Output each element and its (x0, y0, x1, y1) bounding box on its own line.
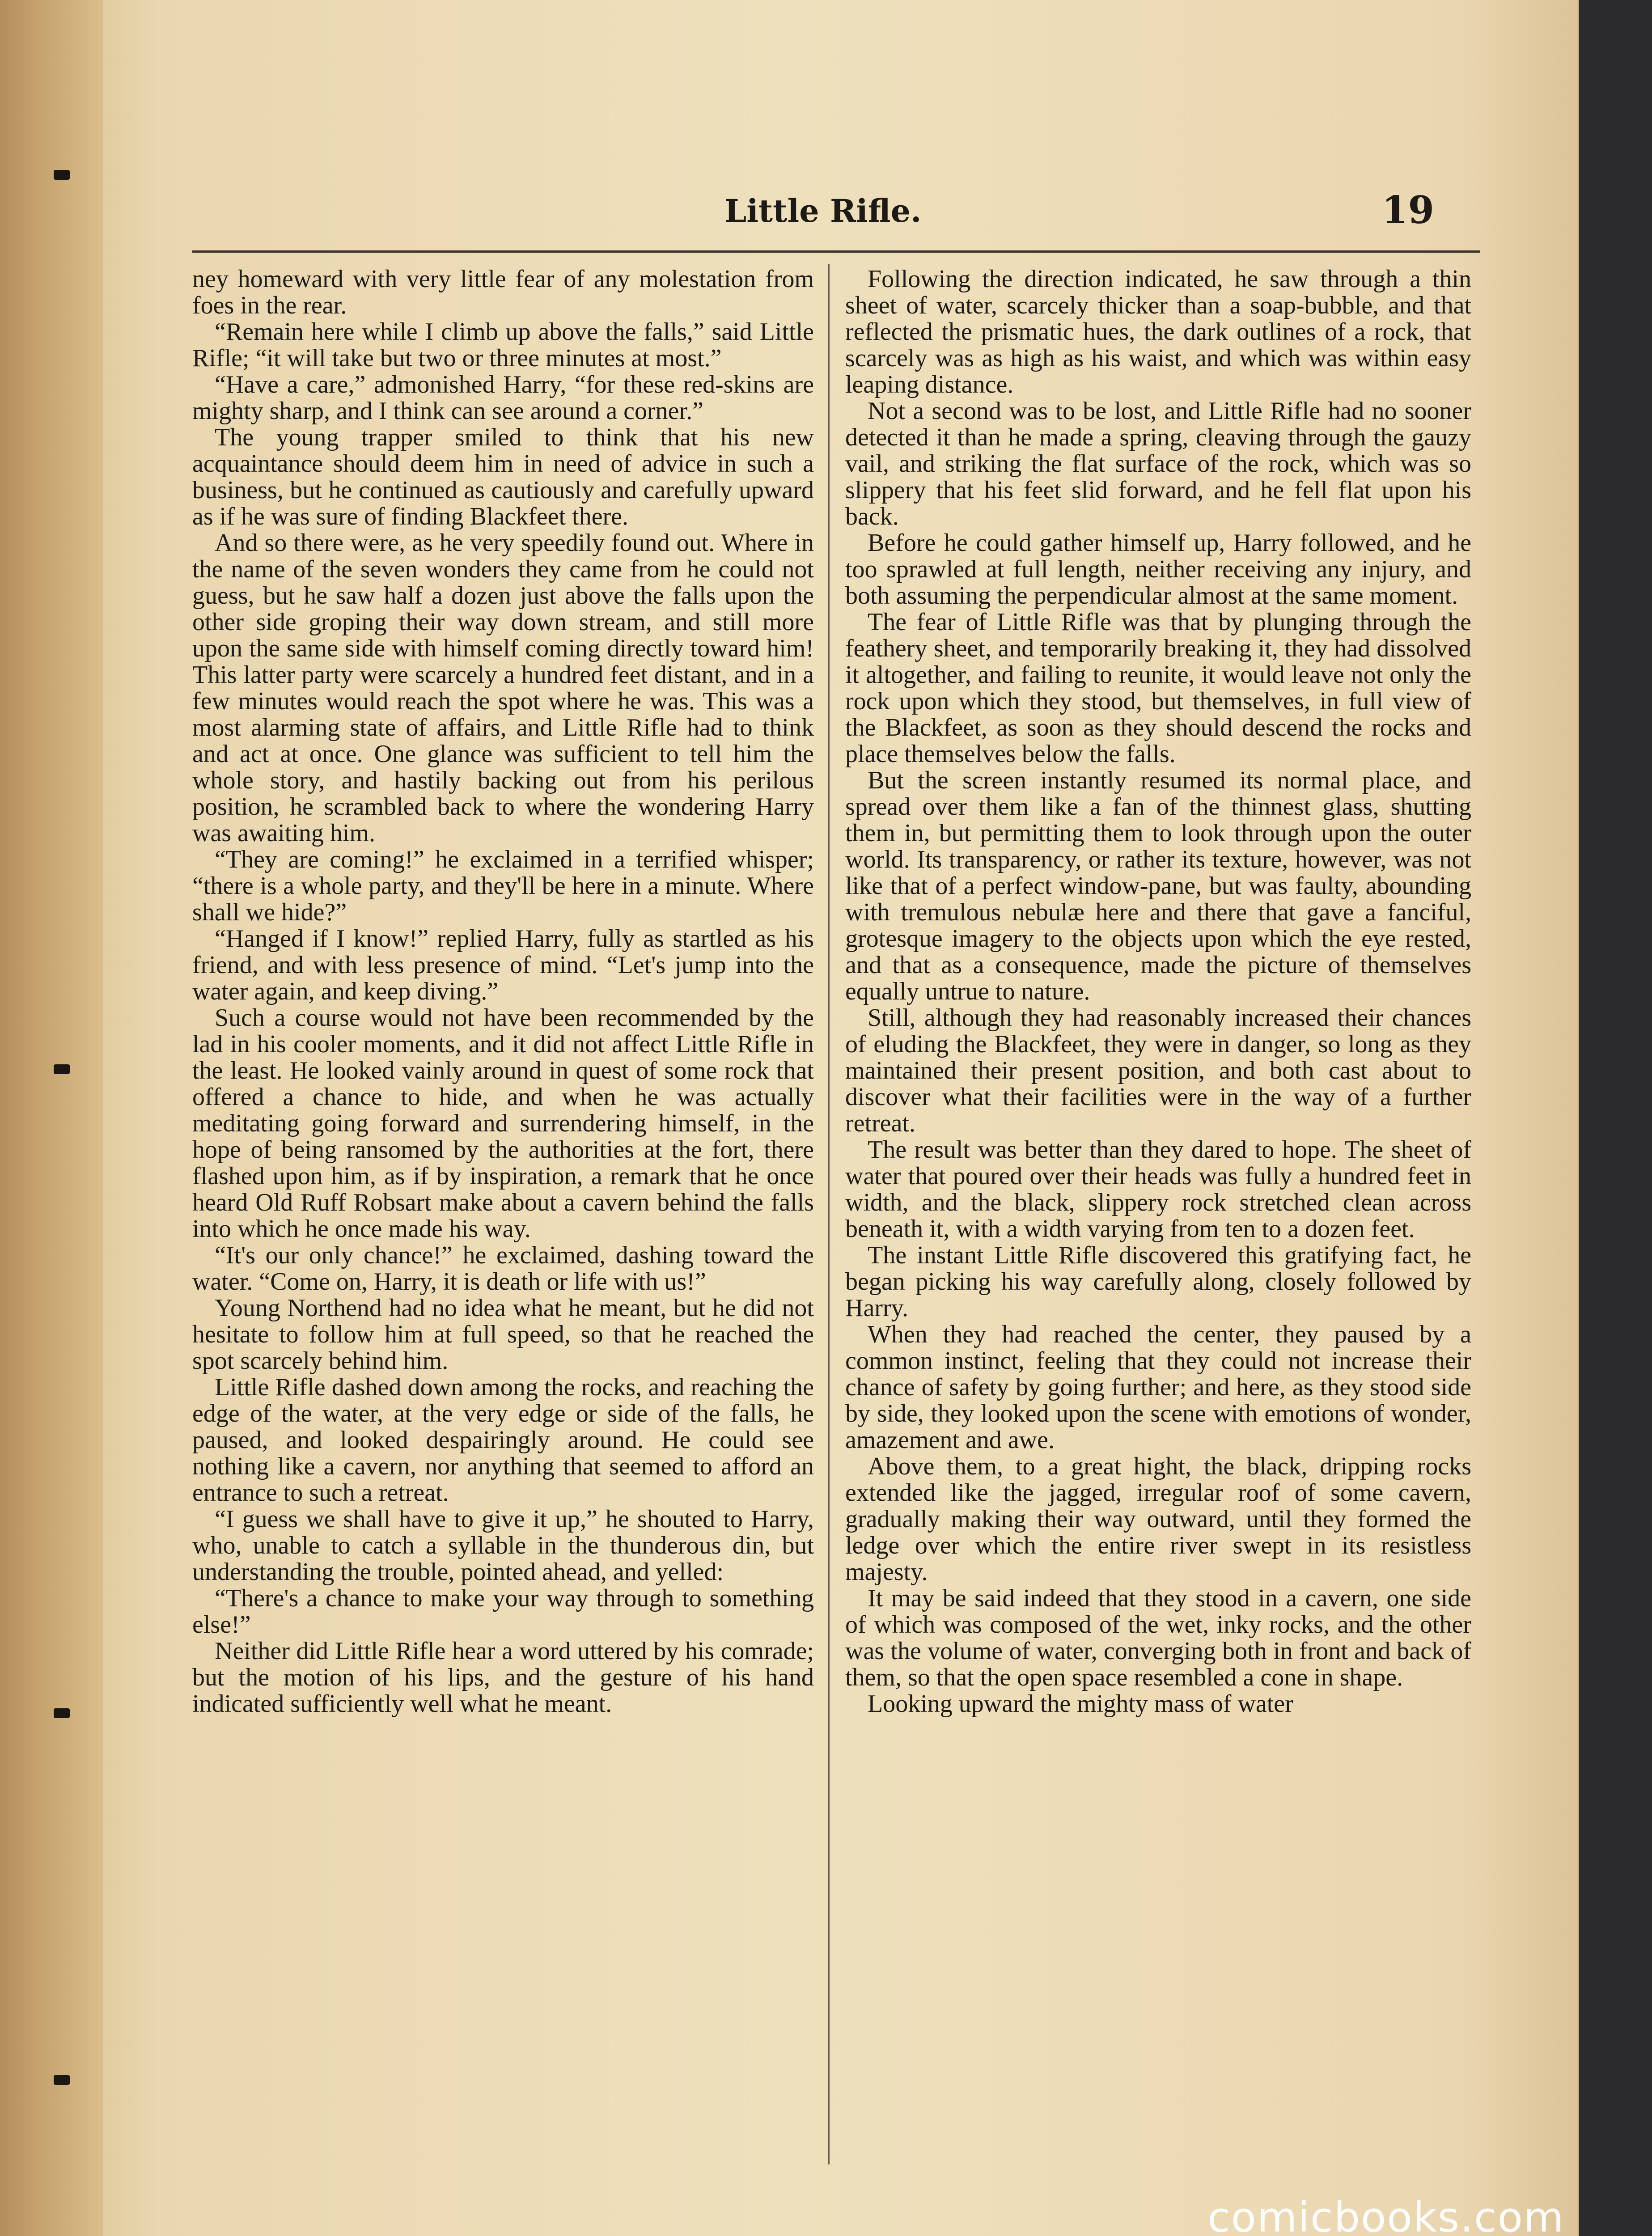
paragraph: The fear of Little Rifle was that by plunging through the feathery sheet, and temporarily breaking it, they had dissolved it altogether, and failing to reunite, it would leave not only the rock upon which they stood, but themselves, in full view of the Blackfeet, as soon as they should descend the rocks and place themselves below the falls. (845, 608, 1471, 768)
paragraph: “I guess we shall have to give it up,” he shouted to Harry, who, unable to catch a syllable in the thunderous din, but understanding the trouble, pointed ahead, and yelled: (192, 1505, 814, 1586)
paragraph: “There's a chance to make your way through to something else!” (192, 1584, 814, 1639)
paragraph: Little Rifle dashed down among the rocks, and reaching the edge of the water, at the very edge or side of the falls, he paused, and looked despairingly around. He could see nothing like a cavern, nor anything that seemed to afford an entrance to such a retreat. (192, 1373, 814, 1507)
binding-stitch (54, 1708, 70, 1718)
paragraph: Such a course would not have been recommended by the lad in his cooler moments, and it did not affect Little Rifle in the least. He looked vainly around in quest of some rock that offered a chance to hide, and when he was actually meditating going forward and surrendering himself, in the hope of being ransomed by the authorities at the fort, there flashed upon him, as if by inspiration, a remark that he once heard Old Ruff Robsart make about a cavern behind the falls into which he once made his way. (192, 1004, 814, 1243)
paragraph: But the screen instantly resumed its normal place, and spread over them like a fan of the thinnest glass, shutting them in, but permitting them to look through upon the outer world. Its transparency, or rather its texture, however, was not like that of a perfect window-pane, but was faulty, abounding with tremulous nebulæ here and there that gave a fanciful, grotesque imagery to the objects upon which the eye rested, and that as a consequence, made the picture of themselves equally untrue to nature. (845, 767, 1471, 1005)
paragraph: “Remain here while I climb up above the falls,” said Little Rifle; “it will take but two or three minutes at most.” (192, 318, 814, 372)
paragraph: Still, although they had reasonably increased their chances of eluding the Blackfeet, they were in danger, so long as they maintained their present position, and both cast about to discover what their facilities were in the way of a further retreat. (845, 1004, 1471, 1137)
page-header (192, 188, 1453, 241)
paragraph: “Have a care,” admonished Harry, “for these red-skins are mighty sharp, and I think can see around a corner.” (192, 371, 814, 425)
binding-stitch (54, 170, 70, 180)
paragraph: And so there were, as he very speedily found out. Where in the name of the seven wonders they came from he could not guess, but he saw half a dozen just above the falls upon the other side groping their way down stream, and still more upon the same side with himself coming directly toward him! This latter party were scarcely a hundred feet distant, and in a few minutes would reach the spot where he was. This was a most alarming state of affairs, and Little Rifle had to think and act at once. One glance was sufficient to tell him the whole story, and hastily backing out from his perilous position, he scrambled back to where the wondering Harry was awaiting him. (192, 529, 814, 847)
paragraph: Neither did Little Rifle hear a word uttered by his comrade; but the motion of his lips, and the gesture of his hand indicated sufficiently well what he meant. (192, 1637, 814, 1718)
binding-spine (0, 0, 103, 2236)
paragraph: “They are coming!” he exclaimed in a terrified whisper; “there is a whole party, and they'll be here in a minute. Where shall we hide?” (192, 846, 814, 926)
header-rule (192, 250, 1480, 253)
paragraph: Not a second was to be lost, and Little Rifle had no sooner detected it than he made a spring, cleaving through the gauzy vail, and striking the flat surface of the rock, which was so slippery that his feet slid forward, and he fell flat upon his back. (845, 397, 1471, 530)
paragraph: It may be said indeed that they stood in a cavern, one side of which was composed of the wet, inky rocks, and the other was the volume of water, converging both in front and back of them, so that the open space resembled a cone in shape. (845, 1584, 1471, 1691)
paragraph: The result was better than they dared to hope. The sheet of water that poured over their heads was fully a hundred feet in width, and the black, slippery rock stretched clean across beneath it, with a width varying from ten to a dozen feet. (845, 1136, 1471, 1243)
paragraph: The young trapper smiled to think that his new acquaintance should deem him in need of advice in such a business, but he continued as cautiously and carefully upward as if he was sure of finding Blackfeet there. (192, 423, 814, 530)
binding-stitch (54, 1064, 70, 1074)
paragraph: Young Northend had no idea what he meant, but he did not hesitate to follow him at full speed, so that he reached the spot scarcely behind him. (192, 1294, 814, 1375)
paragraph: Looking upward the mighty mass of water (868, 1690, 1293, 1718)
watermark-logo: comicbooks.com (1207, 2194, 1565, 2236)
paragraph: When they had reached the center, they paused by a common instinct, feeling that they could not increase their chance of safety by going further; and here, as they stood side by side, they looked upon the scene with emotions of wonder, amazement and awe. (845, 1321, 1471, 1454)
running-title: Little Rifle. (724, 192, 922, 229)
paragraph: “It's our only chance!” he exclaimed, dashing toward the water. “Come on, Harry, it is death or life with us!” (192, 1241, 814, 1296)
paragraph: Following the direction indicated, he saw through a thin sheet of water, scarcely thicker than a soap-bubble, and that reflected the prismatic hues, the dark outlines of a rock, that scarcely was as high as his waist, and which was within easy leaping distance. (845, 266, 1471, 398)
left-column (192, 266, 814, 2169)
binding-stitch (54, 2075, 70, 2085)
right-column (845, 266, 1471, 2169)
paragraph: ney homeward with very little fear of any molestation from foes in the rear. (192, 266, 814, 319)
page-number: 19 (1382, 188, 1434, 232)
column-divider (828, 264, 830, 2164)
paragraph: The instant Little Rifle discovered this gratifying fact, he began picking his way carefully along, closely followed by Harry. (845, 1241, 1471, 1322)
paragraph: Before he could gather himself up, Harry followed, and he too sprawled at full length, neither receiving any injury, and both assuming the perpendicular almost at the same moment. (845, 529, 1471, 610)
paragraph: “Hanged if I know!” replied Harry, fully as startled as his friend, and with less presence of mind. “Let's jump into the water again, and keep diving.” (192, 925, 814, 1005)
paragraph: Above them, to a great hight, the black, dripping rocks extended like the jagged, irregular roof of some cavern, gradually making their way outward, until they formed the ledge over which the entire river swept in its resistless majesty. (845, 1453, 1471, 1586)
